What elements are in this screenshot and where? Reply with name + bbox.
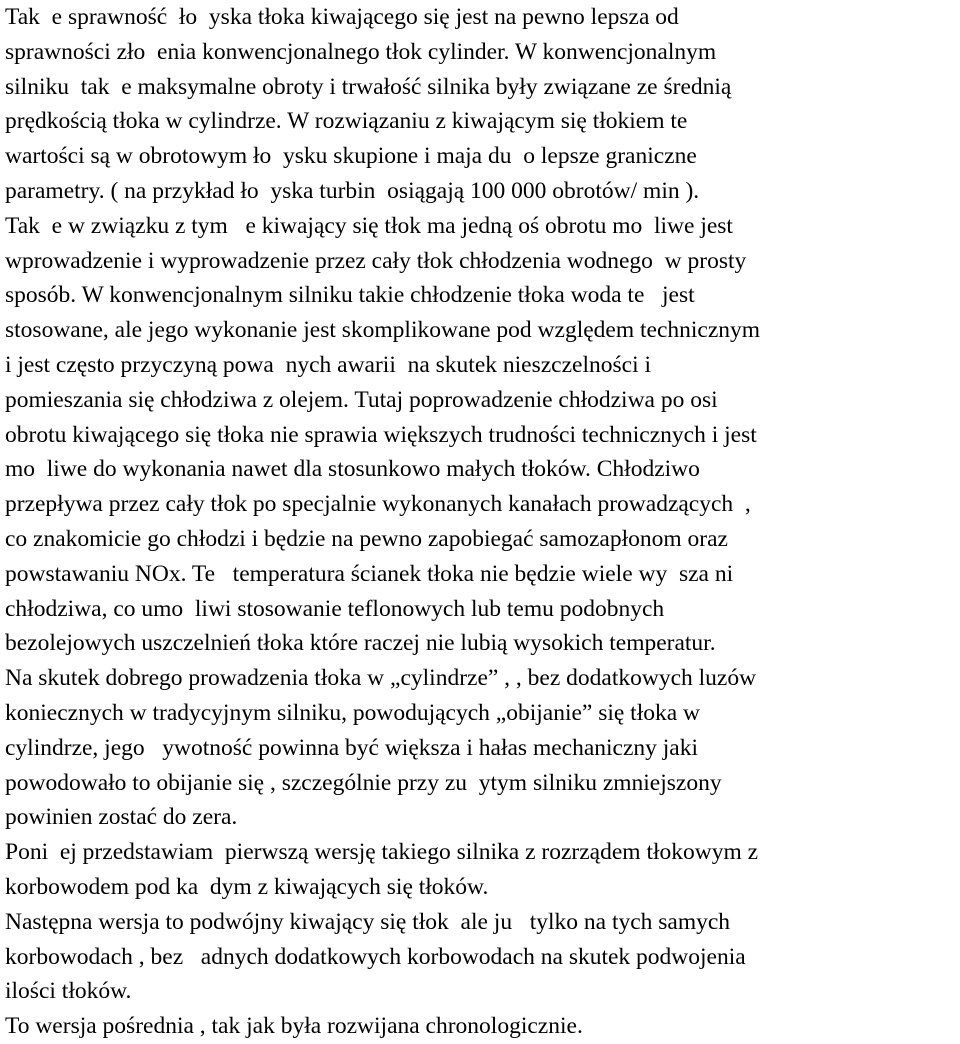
text-line: chłodziwa, co umo liwi stosowanie teflonowych lub temu podobnych xyxy=(5,595,665,622)
text-line: przepływa przez cały tłok po specjalnie wykonanych kanałach prowadzących , xyxy=(5,491,751,518)
text-line: wartości są w obrotowym ło ysku skupione i maja du o lepsze graniczne xyxy=(5,143,697,170)
text-line: pomieszania się chłodziwa z olejem. Tutaj poprowadzenie chłodziwa po osi xyxy=(5,386,718,413)
text-line: ilości tłoków. xyxy=(5,978,132,1005)
text-line: powstawaniu NOx. Te temperatura ścianek tłoka nie będzie wiele wy sza ni xyxy=(5,560,734,587)
text-line: bezolejowych uszczelnień tłoka które raczej nie lubią wysokich temperatur. xyxy=(5,630,716,657)
text-line: mo liwe do wykonania nawet dla stosunkowo małych tłoków. Chłodziwo xyxy=(5,456,700,483)
text-line: powinien zostać do zera. xyxy=(5,804,238,831)
text-line: Następna wersja to podwójny kiwający się tłok ale ju tylko na tych samych xyxy=(5,908,731,935)
text-line: co znakomicie go chłodzi i będzie na pewno zapobiegać samozapłonom oraz xyxy=(5,525,728,552)
document-page xyxy=(5,0,957,1044)
text-line: Tak e sprawność ło yska tłoka kiwającego się jest na pewno lepsza od xyxy=(5,4,679,30)
text-line: silniku tak e maksymalne obroty i trwałość silnika były związane ze średnią xyxy=(5,73,732,100)
text-line: stosowane, ale jego wykonanie jest skomplikowane pod względem technicznym xyxy=(5,317,761,344)
text-line: Na skutek dobrego prowadzenia tłoka w „cylindrze” , , bez dodatkowych luzów xyxy=(5,665,757,692)
text-line: korbowodem pod ka dym z kiwających się tłoków. xyxy=(5,873,489,900)
text-line: To wersja pośrednia , tak jak była rozwijana chronologicznie. xyxy=(5,1013,583,1040)
text-line: cylindrze, jego ywotność powinna być większa i hałas mechaniczny jaki xyxy=(5,734,699,761)
text-line: korbowodach , bez adnych dodatkowych korbowodach na skutek podwojenia xyxy=(5,943,746,970)
text-line: Tak e w związku z tym e kiwający się tłok ma jedną oś obrotu mo liwe jest xyxy=(5,212,733,239)
text-line: obrotu kiwającego się tłoka nie sprawia większych trudności technicznych i jest xyxy=(5,421,757,448)
text-line: Poni ej przedstawiam pierwszą wersję takiego silnika z rozrządem tłokowym z xyxy=(5,839,759,866)
text-line: sposób. W konwencjonalnym silniku takie chłodzenie tłoka woda te jest xyxy=(5,282,695,309)
text-line: koniecznych w tradycyjnym silniku, powodujących „obijanie” się tłoka w xyxy=(5,699,701,726)
text-line: parametry. ( na przykład ło yska turbin osiągają 100 000 obrotów/ min ). xyxy=(5,177,700,204)
text-line: powodowało to obijanie się , szczególnie przy zu ytym silniku zmniejszony xyxy=(5,769,722,796)
text-line: sprawności zło enia konwencjonalnego tłok cylinder. W konwencjonalnym xyxy=(5,38,717,65)
text-line: wprowadzenie i wyprowadzenie przez cały tłok chłodzenia wodnego w prosty xyxy=(5,247,747,274)
text-line: prędkością tłoka w cylindrze. W rozwiązaniu z kiwającym się tłokiem te xyxy=(5,108,688,135)
text-line: i jest często przyczyną powa nych awarii na skutek nieszczelności i xyxy=(5,351,651,378)
